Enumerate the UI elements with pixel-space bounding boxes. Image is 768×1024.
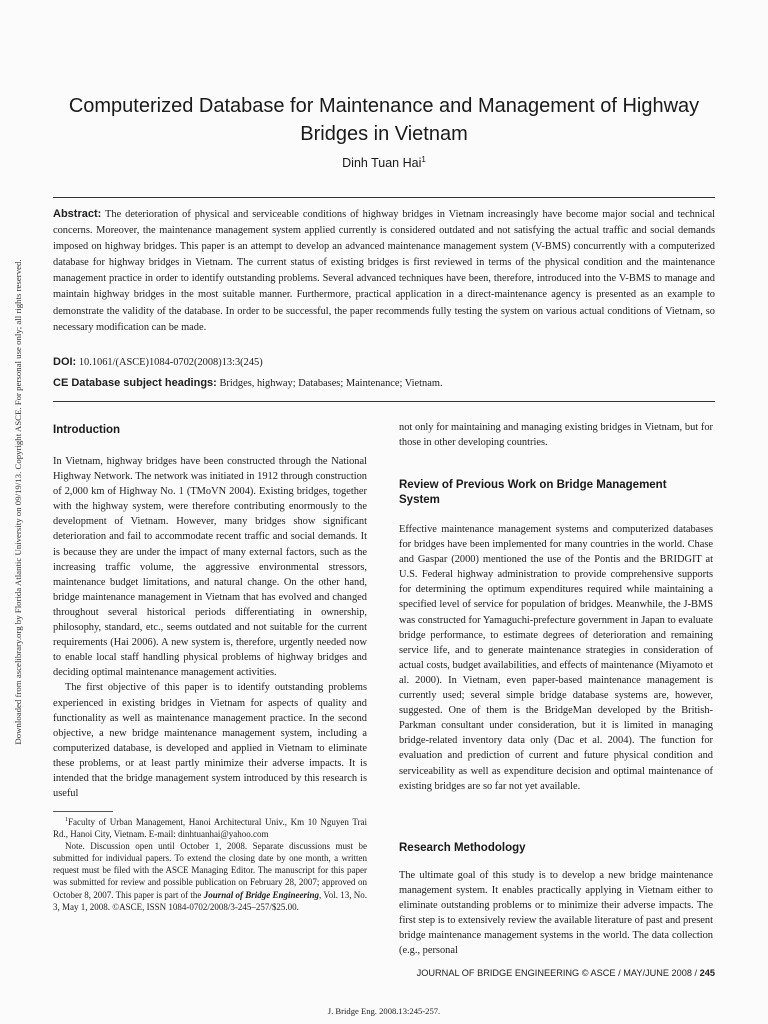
- paragraph: The first objective of this paper is to identify outstanding problems experienced in existing bridges in Vietnam for aspects of quality and functionality as well as maintenance management practice. In the second objective, a new bridge maintenance management system, including a computerized database, is developed and applied in Vietnam to eliminate these problems, or at least partly minimize their adverse impacts. It is intended that the bridge management system introduced by this research is useful: [53, 682, 367, 800]
- paragraph: not only for maintaining and managing existing bridges in Vietnam, but for those in other developing countries.: [399, 422, 713, 449]
- doi-label: DOI:: [53, 356, 77, 368]
- doi-line: [53, 356, 715, 368]
- author-affil-mark: 1: [421, 155, 426, 164]
- page-number: 245: [699, 968, 715, 978]
- note-tail: , Vol. 13, No. 3, May 1, 2008. ©ASCE, ISSN 1084-0702/2008/3-245–257/$25.00.: [53, 889, 367, 912]
- section-heading-methodology: Research Methodology: [399, 842, 526, 854]
- author-line: [0, 155, 768, 170]
- subject-headings-label: CE Database subject headings:: [53, 377, 217, 389]
- author-name: Dinh Tuan Hai: [342, 156, 422, 171]
- paragraph: The ultimate goal of this study is to develop a new bridge maintenance management system. It enables practically applying in Vietnam either to eliminate outstanding problems or to minimize their adverse impacts. The first step is to extensively review the available literature of past and present bridge maintenance management systems in the world. The data collection (e.g., personal: [399, 870, 713, 957]
- discussion-note: [53, 840, 367, 913]
- footnote-mark: 1: [65, 817, 68, 823]
- journal-footer: [417, 968, 715, 978]
- paper-title: Computerized Database for Maintenance and Management of Highway Bridges in Vietnam: [68, 95, 700, 145]
- introduction-body: [53, 454, 367, 810]
- journal-footer-text: JOURNAL OF BRIDGE ENGINEERING © ASCE / MAY/JUNE 2008 /: [416, 968, 698, 978]
- journal-name: Journal of Bridge Engineering: [203, 889, 320, 900]
- top-divider: [53, 197, 715, 198]
- abstract: [53, 206, 715, 336]
- footnotes: [53, 814, 367, 913]
- doi-value: 10.1061/(ASCE)1084-0702(2008)13:3(245): [78, 357, 263, 368]
- affiliation-text: Faculty of Urban Management, Hanoi Architectural Univ., Km 10 Nguyen Trai Rd., Hanoi City, Vietnam. E-mail: dinhtuanhai@yahoo.com: [53, 817, 367, 840]
- note-text: Note. Discussion open until October 1, 2008. Separate discussions must be submitted for individual papers. To extend the closing date by one month, a written request must be filed with the ASCE Managing Editor. The manuscript for this paper was submitted for review and possible publication on February 28, 2007; approved on October 8, 2007. This paper is part of the: [53, 841, 367, 900]
- paragraph: Effective maintenance management systems and computerized databases for bridges have been implemented for many countries in the world. Chase and Gaspar (2000) mentioned the use of the Pontis and the BRIDGIT at U.S. Federal highway administration to provide comprehensive supports for determining the optimum expenditures required while maintaining a specified level of service for population of bridges. Meanwhile, the J-BMS was constructed for Yamaguchi-prefecture government in Japan to evaluate bridge performance, to estimate degrees of deterioration and remaining service life, and to generate maintenance strategies in consideration of actual costs, budget availabilities, and effects of maintenance (Miyamoto et al. 2000). In Vietnam, even paper-based maintenance management is currently used; several simple bridge database systems are, however, suggested. One of them is the BridgeMan developed by the British-Parkman consultant under consideration, but it is limited in managing bridge-related inventory data only (Dac et al. 2004). The function for evaluation and prediction of current and future physical condition and serviceability as well as expenditure decision and optimal maintenance of existing bridges are so far not yet available.: [399, 524, 713, 792]
- methodology-body: [399, 868, 713, 960]
- abstract-text: The deterioration of physical and serviceable conditions of highway bridges in Vietnam increasingly have become major social and technical concerns. Moreover, the maintenance management system applied currently is considered outdated and not satisfying the actual traffic and social demands imposed on highway bridges. This paper is an attempt to develop an advanced maintenance management system (V-BMS) concurrently with a computerized database for highway bridges in Vietnam. The current status of existing bridges is first reviewed in terms of the physical condition and the maintenance management practice in order to identify outstanding problems. Several advanced techniques have been, therefore, introduced into the V-BMS to manage and maintain highway bridges in the most suitable manner. Furthermore, practical application in a direct-maintenance agency is presented as an example to demonstrate the validity of the database. In order to be successful, the paper recommends fully testing the system on various actual conditions of Vietnam, so necessary modification can be made.: [53, 209, 715, 333]
- subject-headings-value: Bridges, highway; Databases; Maintenance; Vietnam.: [219, 378, 443, 389]
- section-heading-introduction: Introduction: [53, 424, 121, 436]
- introduction-continued: [399, 420, 713, 450]
- abstract-label: Abstract:: [53, 208, 102, 220]
- section-heading-review: Review of Previous Work on Bridge Management System: [399, 479, 667, 506]
- affiliation-footnote: [53, 814, 367, 840]
- review-body: [399, 522, 713, 794]
- subject-headings-line: [53, 377, 715, 389]
- footnote-divider: [53, 811, 113, 812]
- download-notice: Downloaded from ascelibrary.org by Florida Atlantic University on 09/19/13. Copyright ASCE. For personal use only; all rights reserved.: [13, 259, 23, 745]
- citation-line: J. Bridge Eng. 2008.13:245-257.: [327, 1006, 441, 1016]
- abstract-divider: [53, 401, 715, 402]
- paragraph: In Vietnam, highway bridges have been constructed through the National Highway Network. The network was initiated in 1912 through construction of 2,000 km of Highway No. 1 (TMoVN 2004). Existing bridges, together with the highway system, were therefore contributing enormously to the development of Vietnam. However, many bridges show significant deterioration and fail to accommodate recent traffic and social demands. It is because they are under the impact of many external factors, such as the increasing traffic volume, the aggressive environmental stressors, maintenance budget limitations, and natural change. On the other hand, bridge maintenance management in Vietnam that has evolved and changed throughout several historical periods differentiating in ownership, philosophy, standard, etc., seems outdated and not suitable for the current requirements (Hai 2006). A new system is, therefore, urgently needed now to enable local staff handling physical problems of highway bridges and deciding optimal maintenance management activities.: [53, 456, 367, 679]
